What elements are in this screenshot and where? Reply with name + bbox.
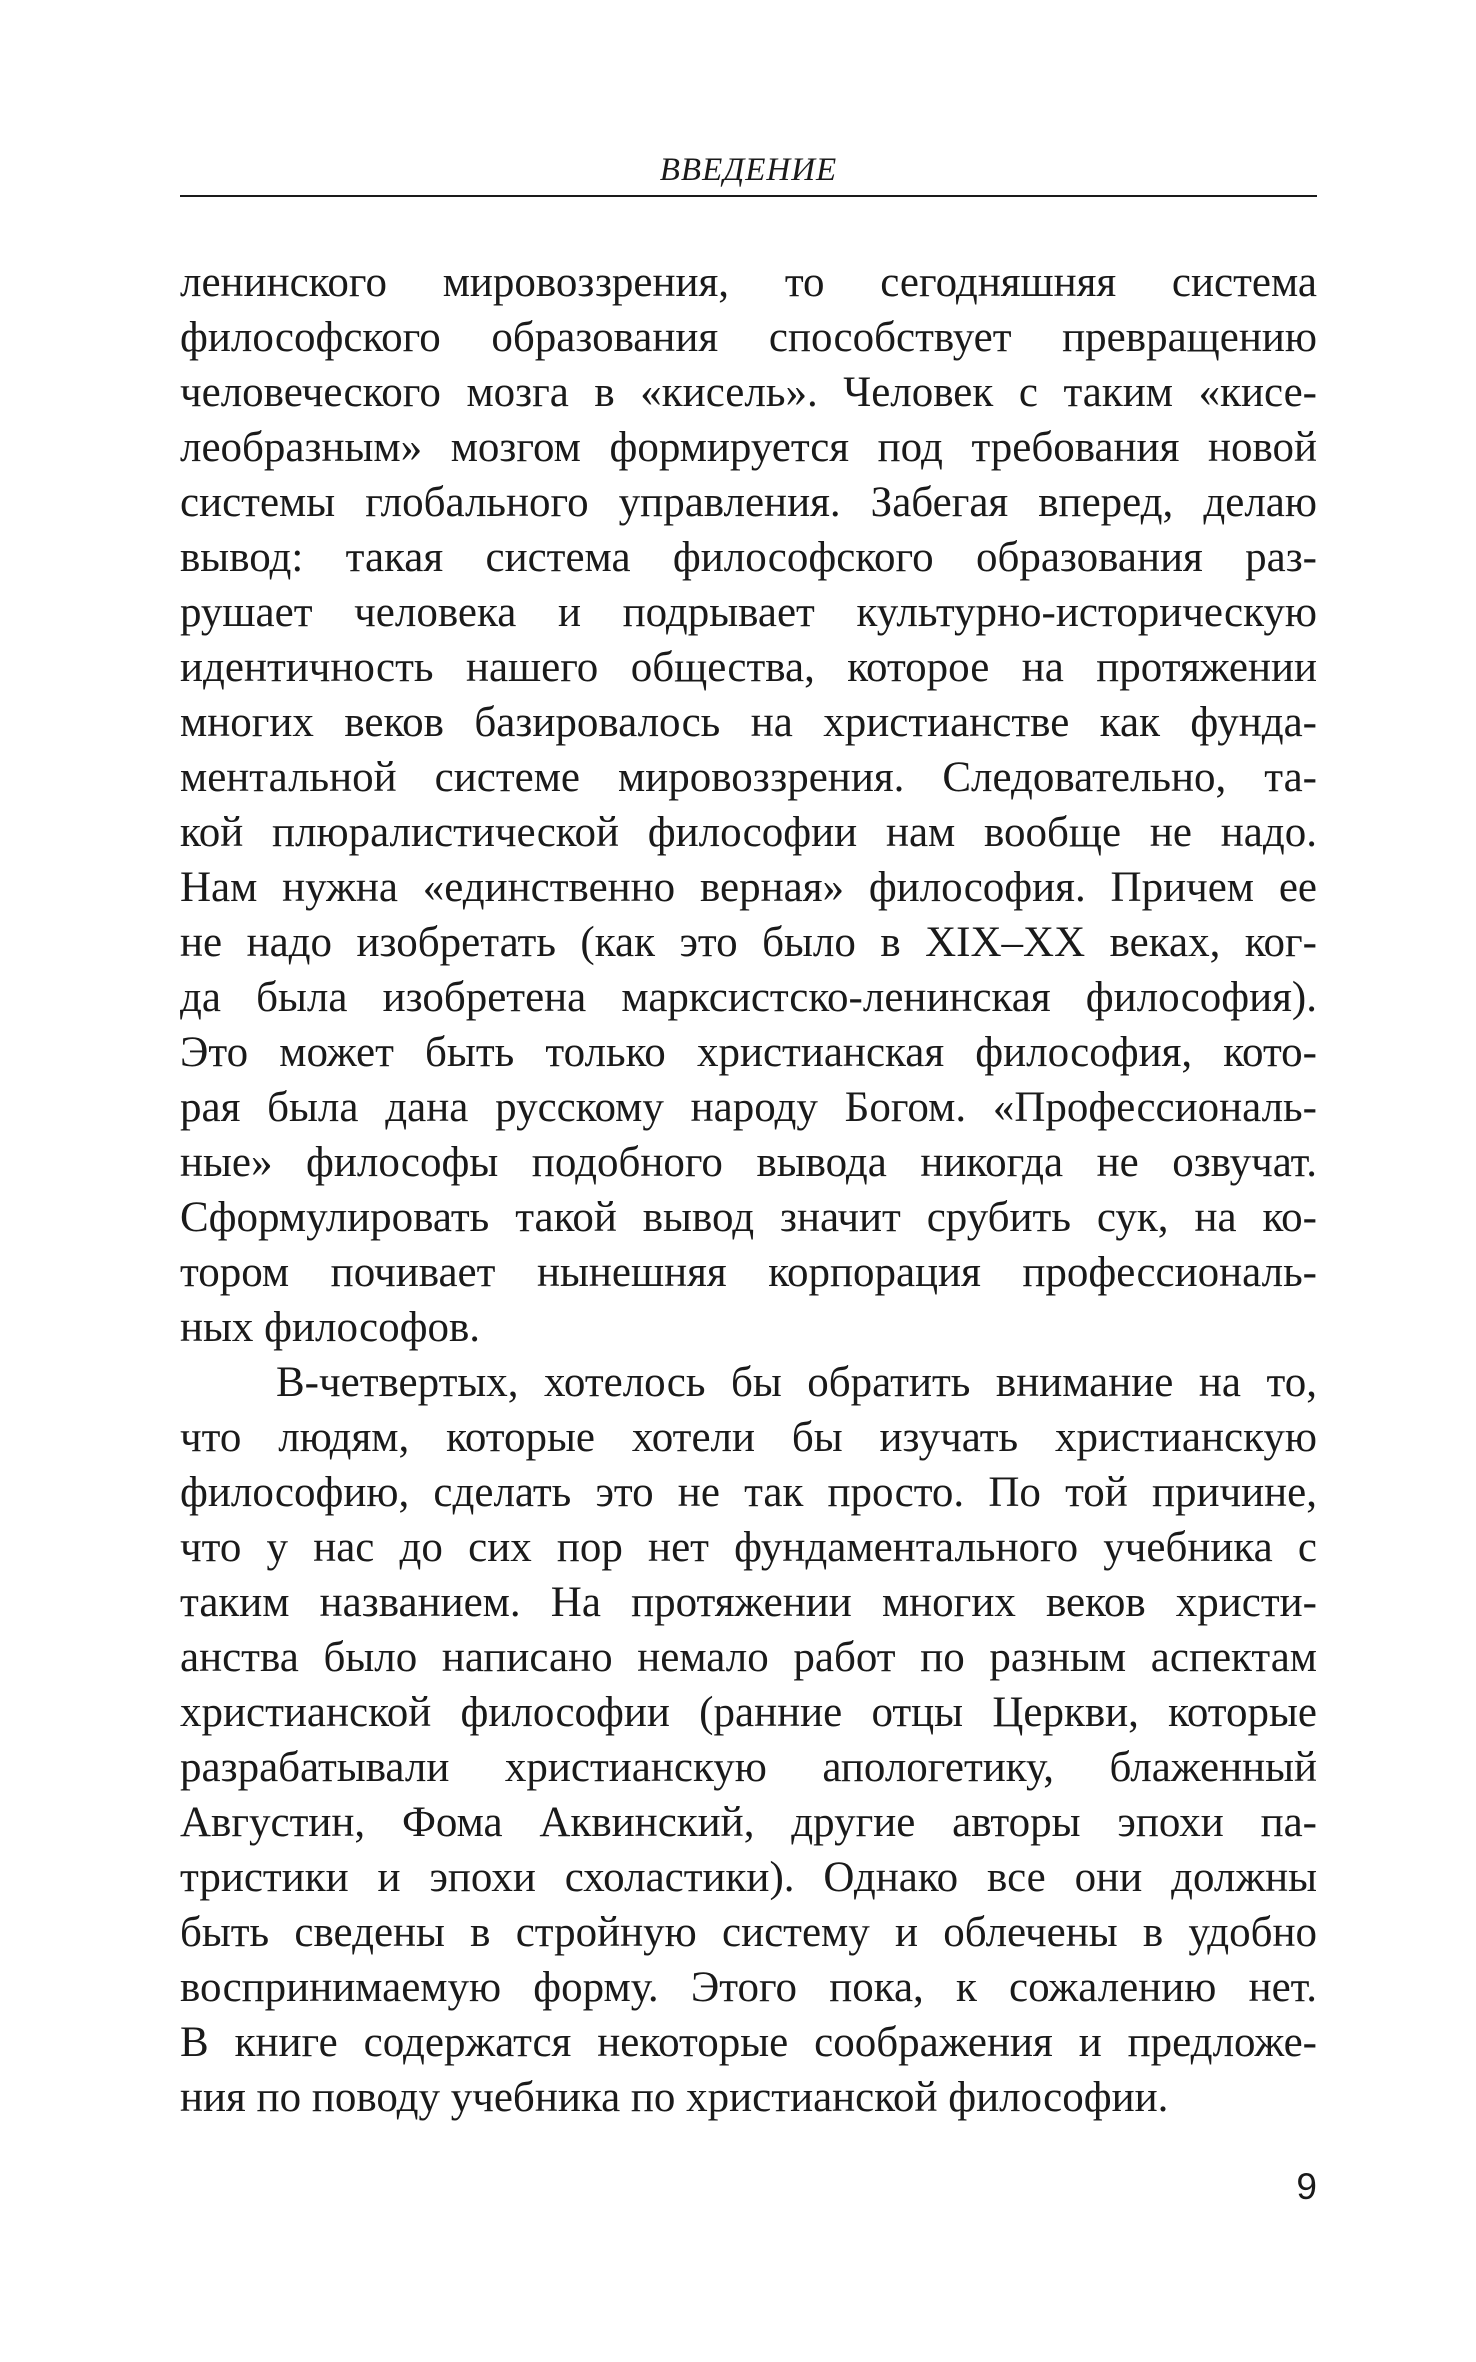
text-line: ния по поводу учебника по христианской философии. (180, 2074, 1169, 2121)
text-line: В книге содержатся некоторые соображения и предложе- (180, 2019, 1317, 2066)
text-line: ментальной системе мировоззрения. Следовательно, та- (180, 754, 1317, 801)
text-line: разрабатывали христианскую апологетику, блаженный (180, 1744, 1317, 1791)
text-line: Сформулировать такой вывод значит срубить сук, на ко- (180, 1194, 1317, 1241)
text-line: кой плюралистической философии нам вообще не надо. (180, 809, 1317, 856)
text-line: Нам нужна «единственно верная» философия. Причем ее (180, 864, 1317, 911)
paragraph-1 (180, 255, 1317, 1355)
text-line: рушает человека и подрывает культурно-историческую (180, 589, 1317, 636)
text-line: тором почивает нынешняя корпорация профессиональ- (180, 1249, 1317, 1296)
paragraph-2 (180, 1355, 1317, 2125)
running-header: ВВЕДЕНИЕ (659, 152, 838, 188)
text-line: христианской философии (ранние отцы Церкви, которые (180, 1689, 1317, 1736)
header-rule (180, 195, 1317, 197)
text-line: тристики и эпохи схоластики). Однако все они должны (180, 1854, 1317, 1901)
text-line: таким названием. На протяжении многих веков христи- (180, 1579, 1317, 1626)
text-line: идентичность нашего общества, которое на протяжении (180, 644, 1317, 691)
text-line: ные» философы подобного вывода никогда не озвучат. (180, 1139, 1317, 1186)
text-line: анства было написано немало работ по разным аспектам (180, 1634, 1317, 1681)
text-line: ленинского мировоззрения, то сегодняшняя система (180, 259, 1317, 306)
text-line: что у нас до сих пор нет фундаментального учебника с (180, 1524, 1317, 1571)
text-line: человеческого мозга в «кисель». Человек с таким «кисе- (180, 369, 1317, 416)
text-line: вывод: такая система философского образования раз- (180, 534, 1317, 581)
text-line: Августин, Фома Аквинский, другие авторы эпохи па- (180, 1799, 1317, 1846)
text-line: леобразным» мозгом формируется под требования новой (180, 424, 1317, 471)
body-text (180, 255, 1317, 2125)
text-line: В-четвертых, хотелось бы обратить внимание на то, (276, 1359, 1317, 1406)
text-line: ных философов. (180, 1304, 481, 1351)
text-line: философию, сделать это не так просто. По той причине, (180, 1469, 1317, 1516)
text-line: Это может быть только христианская философия, кото- (180, 1029, 1317, 1076)
page-number: 9 (1296, 2166, 1317, 2207)
text-line: философского образования способствует превращению (180, 314, 1317, 361)
text-line: быть сведены в стройную систему и облечены в удобно (180, 1909, 1317, 1956)
text-line: многих веков базировалось на христианстве как фунда- (180, 699, 1317, 746)
text-line: что людям, которые хотели бы изучать христианскую (180, 1414, 1317, 1461)
text-line: системы глобального управления. Забегая вперед, делаю (180, 479, 1317, 526)
text-line: не надо изобретать (как это было в XIX–XX веках, ког- (180, 919, 1317, 966)
text-line: да была изобретена марксистско-ленинская философия). (180, 974, 1317, 1021)
text-line: воспринимаемую форму. Этого пока, к сожалению нет. (180, 1964, 1317, 2011)
text-line: рая была дана русскому народу Богом. «Профессиональ- (180, 1084, 1317, 1131)
